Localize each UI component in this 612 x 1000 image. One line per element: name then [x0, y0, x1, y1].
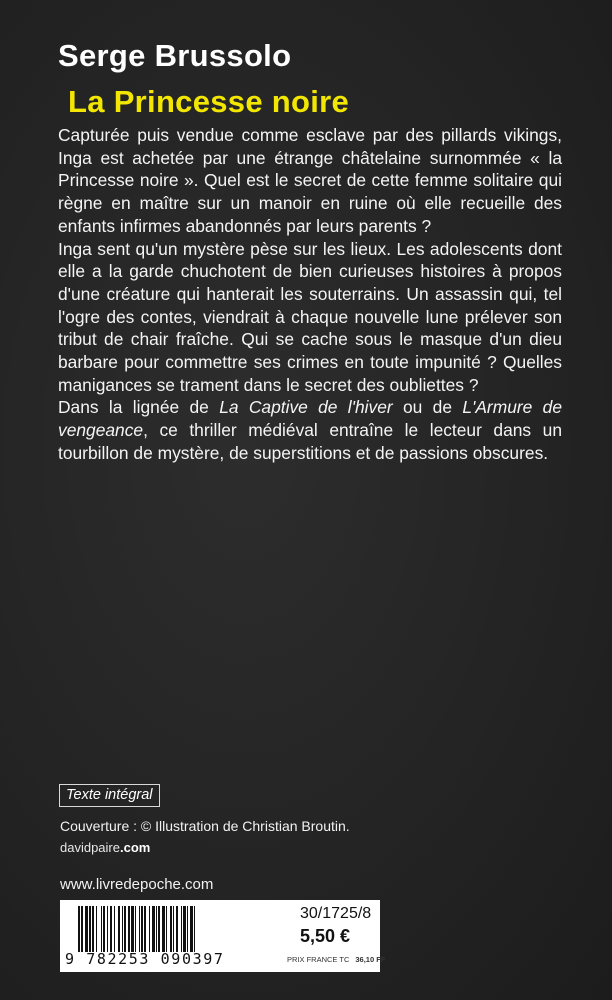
texte-integral-badge: Texte intégral — [59, 784, 160, 807]
book-title: La Princesse noire — [68, 84, 350, 119]
price-france-label: PRIX FRANCE TC — [287, 955, 350, 964]
related-book-2: L'Armure de vengeance — [58, 397, 563, 441]
blurb-paragraph-2: Inga sent qu'un mystère pèse sur les lieux. Les adolescents dont elle a la garde chuchotent de bien curieuses histoires à propos d'une créature qui hanterait les souterrains. Un assassin qui, tel l'ogre des contes, viendrait à chaque nouvelle lune prélever son tribut de chair fraîche. Qui se cache sous le masque d'un dieu barbare pour commettre ses crimes en toute impunité ? Quelles manigances se trament dans le secret des oubliettes ? — [58, 238, 562, 395]
cover-credit: Couverture : © Illustration de Christian Broutin. — [60, 818, 350, 834]
related-book-1: La Captive de l'hiver — [219, 397, 393, 418]
designer-name: davidpaire — [60, 840, 120, 855]
designer-site — [60, 840, 150, 855]
catalog-reference: 30/1725/8 — [300, 905, 372, 922]
blurb-paragraph-3 — [58, 396, 562, 464]
price: 5,50 € — [300, 926, 351, 946]
designer-tld: .com — [120, 840, 151, 855]
blurb-p3-intro: Dans la lignée de — [58, 397, 220, 418]
blurb-paragraph-1: Capturée puis vendue comme esclave par des pillards vikings, Inga est achetée par une étrange châtelaine surnommée « la Princesse noire ». Quel est le secret de cette femme solitaire qui règne en maître sur un manoir en ruine où elle recueille des enfants infirmes abandonnés par leurs parents ? — [58, 125, 562, 236]
barcode-bar — [195, 906, 198, 952]
back-cover-blurb — [58, 124, 562, 465]
price-note — [287, 955, 385, 964]
barcode-panel — [60, 900, 386, 972]
author-name: Serge Brussolo — [58, 38, 292, 73]
ean-number: 9 782253 090397 — [65, 950, 225, 968]
publisher-website: www.livredepoche.com — [60, 876, 214, 893]
blurb-p3-end: , ce thriller médiéval entraîne le lecteur dans un tourbillon de mystère, de superstitions et de passions obscures. — [58, 420, 562, 463]
barcode-bars — [78, 906, 268, 952]
blurb-p3-mid: ou de — [392, 397, 463, 418]
price-francs: 36,10 FF — [355, 955, 386, 964]
